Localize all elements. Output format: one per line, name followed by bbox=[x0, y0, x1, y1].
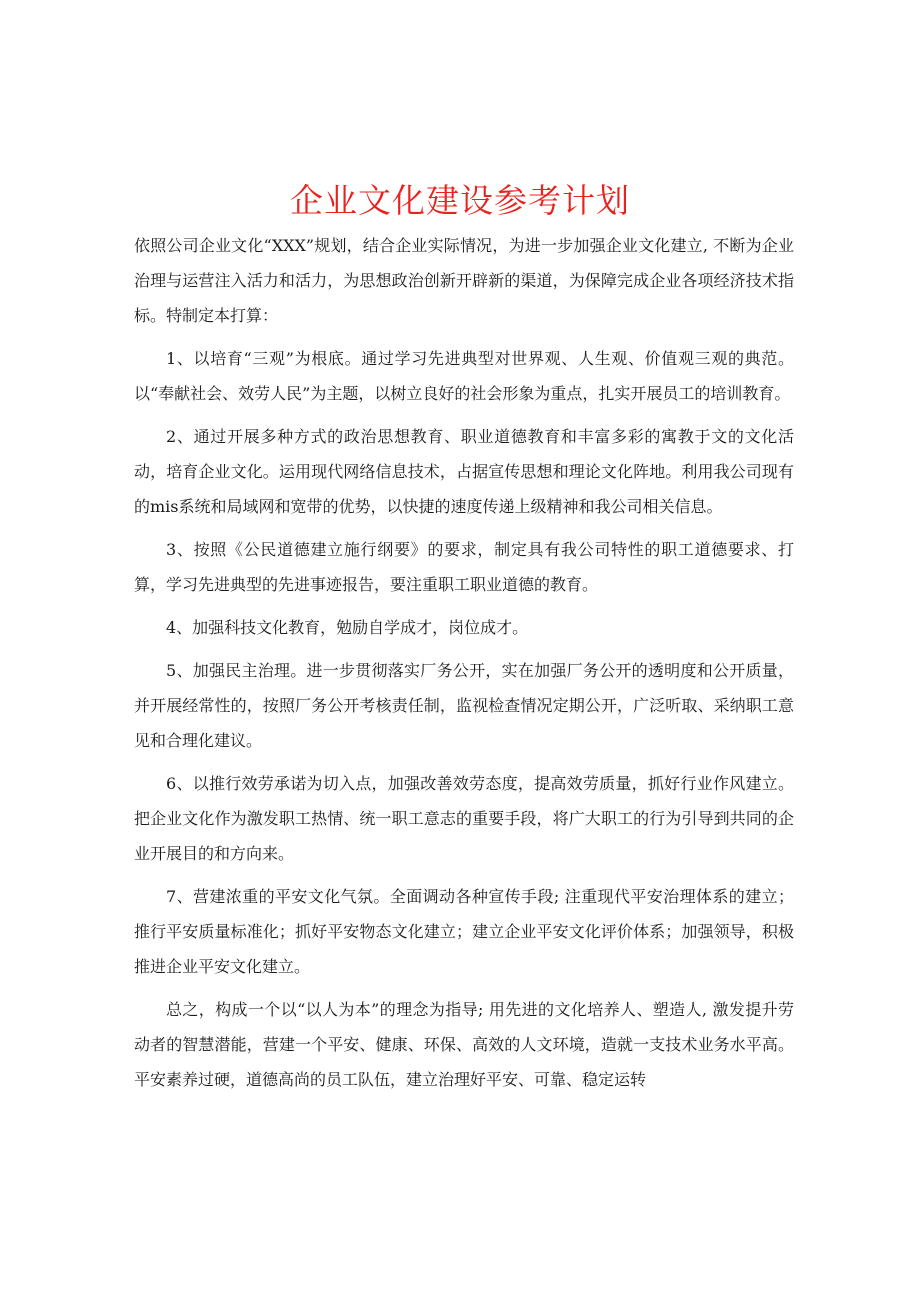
document-title: 企业文化建设参考计划 bbox=[290, 181, 630, 220]
item-paragraph-3: 3、按照《公民道德建立施行纲要》的要求，制定具有我公司特性的职工道德要求、打算，学习先进典型的先进事迹报告，要注重职工职业道德的教育。 bbox=[134, 540, 794, 594]
item-paragraph-2: 2、通过开展多种方式的政治思想教育、职业道德教育和丰富多彩的寓教于文的文化活动，培育企业文化。运用现代网络信息技术，占据宣传思想和理论文化阵地。利用我公司现有的mis系统和局域网和宽带的优势，以快捷的速度传递上级精神和我公司相关信息。 bbox=[134, 427, 794, 516]
item-paragraph-1: 1、以培育“三观”为根底。通过学习先进典型对世界观、人生观、价值观三观的典范。以“奉献社会、效劳人民”为主题，以树立良好的社会形象为重点，扎实开展员工的培训教育。 bbox=[134, 349, 794, 403]
item-paragraph-5: 5、加强民主治理。进一步贯彻落实厂务公开，实在加强厂务公开的透明度和公开质量，并开展经常性的，按照厂务公开考核责任制，监视检查情况定期公开，广泛听取、采纳职工意见和合理化建议。 bbox=[134, 661, 794, 750]
summary-paragraph: 总之，构成一个以“以人为本”的理念为指导; 用先进的文化培养人、塑造人, 激发提升劳动者的智慧潜能，营建一个平安、健康、环保、高效的人文环境，造就一支技术业务水平高。平安素养过硬，道德高尚的员工队伍，建立治理好平安、可靠、稳定运转 bbox=[134, 1000, 794, 1089]
item-paragraph-7: 7、营建浓重的平安文化气氛。全面调动各种宣传手段; 注重现代平安治理体系的建立；推行平安质量标准化；抓好平安物态文化建立；建立企业平安文化评价体系；加强领导，积极推进企业平安文化建立。 bbox=[134, 887, 794, 976]
document-body bbox=[134, 228, 794, 1097]
item-paragraph-6: 6、以推行效劳承诺为切入点，加强改善效劳态度，提高效劳质量，抓好行业作风建立。把企业文化作为激发职工热情、统一职工意志的重要手段，将广大职工的行为引导到共同的企业开展目的和方向来。 bbox=[134, 774, 794, 863]
intro-paragraph: 依照公司企业文化“XXX”规划，结合企业实际情况，为进一步加强企业文化建立, 不断为企业治理与运营注入活力和活力，为思想政治创新开辟新的渠道，为保障完成企业各项经济技术指标。特制定本打算： bbox=[134, 236, 794, 325]
item-paragraph-4: 4、加强科技文化教育，勉励自学成才，岗位成才。 bbox=[166, 618, 529, 637]
